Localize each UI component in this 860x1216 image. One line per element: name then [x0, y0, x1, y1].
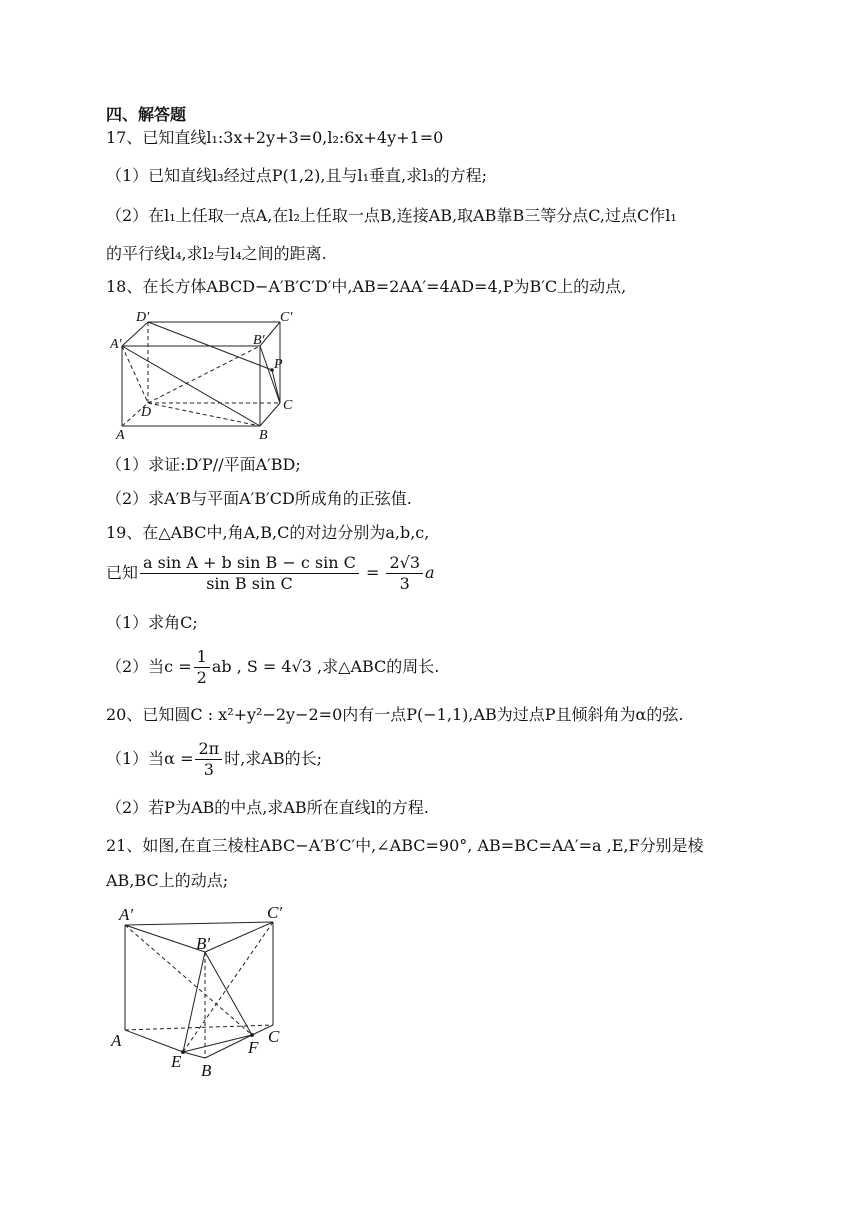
q17-part1: （1）已知直线l₃经过点P(1,2),且与l₁垂直,求l₃的方程;	[106, 166, 488, 185]
q19-given: 已知 $\frac{\text{a sin A + b sin B − c sin C}}{\text{sin B sin C}}$ = $\frac{2√3}{3}$ a	[106, 553, 435, 593]
q19-stem: 19、在△ABC中,角A,B,C的对边分别为a,b,c,	[106, 523, 430, 542]
label-A: A	[116, 428, 125, 443]
q19-rhs-tail: a	[425, 563, 435, 582]
q19-given-rhs-fraction	[386, 553, 423, 594]
q19-rhs-denominator: 3	[399, 574, 410, 593]
label-C: C	[283, 398, 293, 413]
label-A: A	[111, 1031, 122, 1050]
q19-part2-numerator: 1	[194, 647, 210, 668]
q20-part2: （2）若P为AB的中点,求AB所在直线l的方程.	[106, 798, 429, 817]
label-A-prime: A′	[119, 905, 134, 924]
q20-part1-numerator: 2π	[195, 739, 222, 760]
q20-part1-prefix: （1）当α =	[106, 749, 194, 768]
q20-part1-denominator: 3	[203, 760, 214, 779]
q21-prism-figure	[105, 900, 305, 1085]
q18-cuboid-figure	[110, 308, 310, 443]
q18-part2: （2）求A′B与平面A′B′CD所成角的正弦值.	[106, 489, 412, 508]
q19-part1: （1）求角C;	[106, 613, 198, 632]
q19-rhs-numerator: 2√3	[386, 553, 423, 574]
label-P: P	[274, 357, 283, 372]
q19-part2	[106, 646, 439, 688]
label-C-prime: C′	[280, 310, 293, 325]
q19-given-prefix: 已知	[106, 563, 139, 582]
label-F: F	[248, 1038, 259, 1057]
q20-part1-fraction	[195, 739, 222, 780]
q17-part2-line2: 的平行线l₄,求l₂与l₄之间的距离.	[106, 244, 327, 263]
q19-given-fraction	[140, 553, 359, 594]
q21-stem-line1: 21、如图,在直三棱柱ABC−A′B′C′中,∠ABC=90°, AB=BC=AA′=a ,E,F分别是棱	[106, 836, 704, 855]
q19-part2-denominator: 2	[196, 668, 207, 687]
q21-stem-line2: AB,BC上的动点;	[106, 871, 229, 890]
q17-part2-line1: （2）在l₁上任取一点A,在l₂上任取一点B,连接AB,取AB靠B三等分点C,过点C作l₁	[106, 206, 677, 225]
label-A-prime: A′	[110, 337, 122, 352]
label-C-prime: C′	[267, 903, 283, 922]
label-D-prime: D′	[136, 310, 150, 325]
label-B-prime: B′	[253, 333, 265, 348]
q19-part2-prefix: （2）当c =	[106, 657, 192, 676]
q20-stem: 20、已知圆C : x²+y²−2y−2=0内有一点P(−1,1),AB为过点P且倾斜角为α的弦.	[106, 705, 684, 724]
q19-given-numerator: a sin A + b sin B − c sin C	[140, 553, 359, 574]
label-C: C	[268, 1027, 280, 1046]
q19-given-denominator: sin B sin C	[206, 574, 293, 593]
label-B: B	[259, 428, 268, 443]
q19-part2-fraction	[194, 647, 210, 688]
q19-part2-tail: ab , S = 4√3 ,求△ABC的周长.	[211, 657, 440, 676]
label-B-prime: B′	[196, 934, 211, 953]
q20-part1	[106, 738, 322, 780]
label-D: D	[141, 405, 152, 420]
label-B: B	[201, 1061, 212, 1080]
q17-stem: 17、已知直线l₁:3x+2y+3=0,l₂:6x+4y+1=0	[106, 128, 444, 147]
label-E: E	[171, 1052, 182, 1071]
q20-part1-tail: 时,求AB的长;	[224, 749, 322, 768]
section-title: 四、解答题	[106, 105, 187, 124]
q18-stem: 18、在长方体ABCD−A′B′C′D′中,AB=2AA′=4AD=4,P为B′C上的动点,	[106, 277, 627, 296]
q18-part1: （1）求证:D′P//平面A′BD;	[106, 455, 301, 474]
